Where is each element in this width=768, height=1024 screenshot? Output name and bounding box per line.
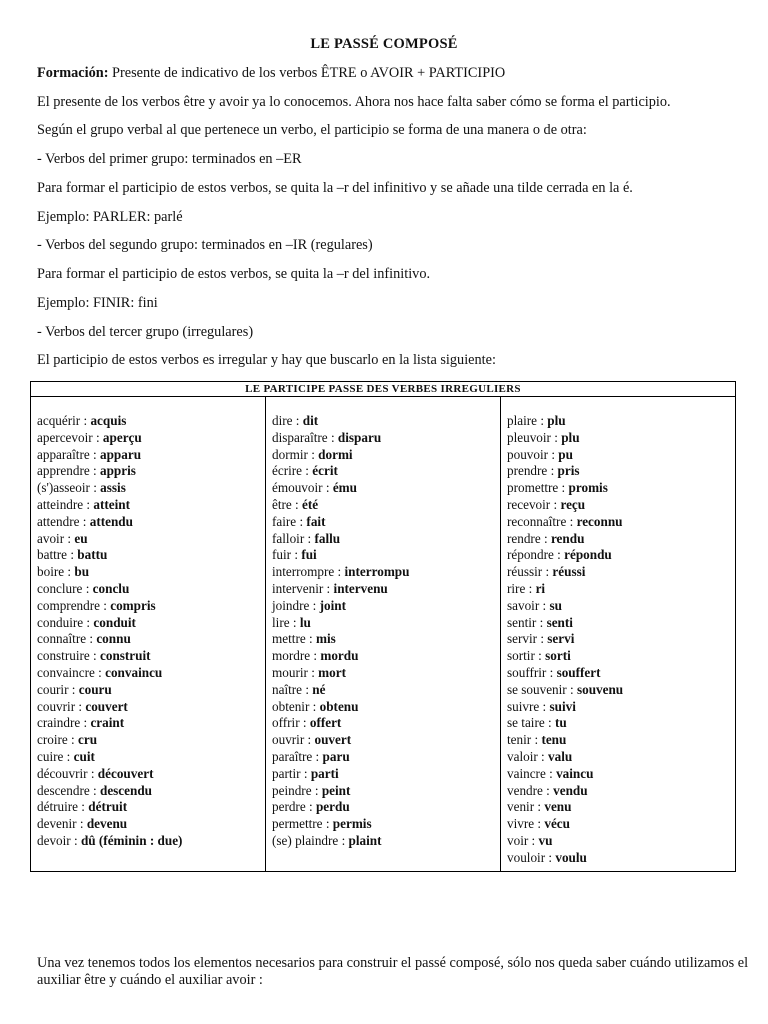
verb-entry [507,749,735,766]
verb-participle: plu [547,413,566,428]
verb-participle: plaint [348,832,382,848]
verb-entry [37,547,265,564]
verb-entry [272,413,500,430]
verb-entry [37,631,265,648]
verb-infinitive: sentir : [507,614,547,630]
verb-participle: senti [546,614,573,630]
verb-participle: intervenu [333,580,388,596]
verb-participle: été [302,496,319,512]
verb-infinitive: souffrir : [507,664,557,680]
verb-infinitive: connaître : [37,631,97,647]
verb-infinitive: découvrir : [37,765,98,781]
verb-entry [507,463,735,480]
verb-participle: craint [90,715,125,731]
verb-entry [507,514,735,531]
verb-entry [37,732,265,749]
verb-infinitive: apercevoir : [37,429,103,445]
verb-infinitive: courir : [37,681,79,697]
verb-infinitive: fuir : [272,547,302,563]
verb-participle: suivi [549,698,576,714]
verb-entry [272,480,500,497]
verb-participle: permis [332,816,372,832]
verb-participle: couru [78,681,112,697]
verb-entry [37,682,265,699]
verb-infinitive: dormir : [272,446,319,462]
verb-participle: tenu [541,732,567,748]
verb-entry [272,749,500,766]
verb-infinitive: savoir : [507,597,550,613]
verb-participle: vaincu [556,765,594,781]
verb-infinitive: mordre : [272,648,321,664]
verb-participle: acquis [90,413,127,428]
verb-infinitive: devenir : [37,816,87,832]
verb-entry [272,766,500,783]
verb-entry [507,833,735,850]
paragraph-irregular-intro: El participio de estos verbos es irregular y hay que buscarlo en la lista siguiente: [37,352,496,368]
verb-infinitive: être : [272,496,303,512]
verb-entry [507,631,735,648]
verb-infinitive: suivre : [507,698,550,714]
verb-infinitive: vouloir : [507,849,556,865]
verb-participle: fait [306,513,326,529]
verb-column-1 [31,397,266,872]
verb-participle: vécu [544,816,570,832]
verb-infinitive: offrir : [272,715,310,731]
verb-infinitive: acquérir : [37,413,91,428]
verb-participle: cru [78,732,98,748]
verb-entry [507,682,735,699]
verb-participle: atteint [93,496,131,512]
verb-infinitive: voir : [507,832,539,848]
verb-entry [507,564,735,581]
verb-entry [37,648,265,665]
verb-participle: connu [96,631,131,647]
verb-participle: écrit [312,463,338,479]
verb-infinitive: comprendre : [37,597,111,613]
verb-infinitive: construire : [37,648,100,664]
verb-participle: pu [558,446,573,462]
verb-participle: mordu [320,648,359,664]
verb-infinitive: craindre : [37,715,91,731]
verb-entry [272,581,500,598]
verb-infinitive: descendre : [37,782,100,798]
verb-participle: disparu [337,429,382,445]
paragraph-first-group: - Verbos del primer grupo: terminados en –ER [37,151,302,167]
verb-entry [507,547,735,564]
verb-infinitive: mettre : [272,631,316,647]
verb-entry [37,514,265,531]
verb-participle: plu [561,429,580,445]
verb-participle: su [549,597,562,613]
verb-entry [507,699,735,716]
verb-infinitive: (se) plaindre : [272,832,349,848]
verb-infinitive: émouvoir : [272,480,333,496]
verb-entry [37,497,265,514]
verb-participle: apparu [99,446,142,462]
verb-entry [272,715,500,732]
verb-participle: souvenu [576,681,624,697]
table-header: LE PARTICIPE PASSE DES VERBES IRREGULIERS [31,382,736,397]
verb-column-2 [266,397,501,872]
paragraph-present: El presente de los verbos être y avoir ya lo conocemos. Ahora nos hace falta saber cómo se forma el participio. [37,94,671,110]
verb-entry [272,598,500,615]
verb-infinitive: (s')asseoir : [37,480,101,496]
verb-infinitive: joindre : [272,597,320,613]
verb-infinitive: peindre : [272,782,322,798]
verb-participle: lu [299,614,311,630]
verb-entry [272,665,500,682]
verb-infinitive: détruire : [37,799,89,815]
verb-infinitive: apprendre : [37,463,100,479]
paragraph-first-group-rule: Para formar el participio de estos verbos, se quita la –r del infinitivo y se añade una tilde cerrada en la é. [37,180,633,196]
paragraph-second-group-rule: Para formar el participio de estos verbos, se quita la –r del infinitivo. [37,266,431,282]
verb-entry [37,564,265,581]
verb-infinitive: disparaître : [272,429,338,445]
verb-participle: descendu [99,782,153,798]
verb-infinitive: permettre : [272,816,333,832]
verb-entry [37,531,265,548]
verb-entry [272,732,500,749]
verb-entry [37,833,265,850]
closing-paragraph: Una vez tenemos todos los elementos necesarios para construir el passé composé, sólo nos queda saber cuándo utilizamos el auxiliar être y cuándo el auxiliar avoir : [37,955,749,988]
verb-entry [37,581,265,598]
page-title: LE PASSÉ COMPOSÉ [310,36,458,52]
verb-infinitive: falloir : [272,530,315,546]
verb-participle: perdu [315,799,350,815]
verb-entry [37,447,265,464]
verb-entry [272,430,500,447]
verb-entry [272,816,500,833]
verb-participle: souffert [556,664,601,680]
verb-infinitive: sortir : [507,648,546,664]
verb-participle: eu [74,530,88,546]
verb-infinitive: tenir : [507,732,542,748]
verb-infinitive: boire : [37,564,75,580]
paragraph-group-intro: Según el grupo verbal al que pertenece un verbo, el participio se forma de una manera o de otra: [37,122,587,138]
verb-infinitive: attendre : [37,513,90,529]
verb-participle: interrompu [344,564,410,580]
verb-participle: dû (féminin : due) [80,832,183,848]
verb-infinitive: se taire : [507,715,555,731]
verb-entry [37,480,265,497]
verb-infinitive: lire : [272,614,300,630]
verb-participle: paru [322,748,350,764]
verb-participle: rendu [550,530,585,546]
verb-infinitive: intervenir : [272,580,334,596]
verb-infinitive: venir : [507,799,545,815]
verb-participle: réussi [552,564,586,580]
verb-participle: couvert [85,698,128,714]
paragraph-third-group: - Verbos del tercer grupo (irregulares) [37,324,254,340]
verb-infinitive: recevoir : [507,496,561,512]
verb-participle: découvert [97,765,154,781]
verb-entry [272,682,500,699]
verb-infinitive: se souvenir : [507,681,577,697]
verb-entry [507,648,735,665]
verb-participle: mort [318,664,346,680]
verb-participle: ému [332,480,357,496]
verb-participle: dormi [318,446,353,462]
verb-entry [507,732,735,749]
verb-entry [272,531,500,548]
verb-infinitive: vaincre : [507,765,557,781]
verb-participle: peint [321,782,351,798]
verb-entry [507,598,735,615]
verb-entry [37,463,265,480]
verb-participle: joint [319,597,346,613]
verb-entry [507,447,735,464]
verb-infinitive: interrompre : [272,564,345,580]
verb-infinitive: vivre : [507,816,545,832]
verb-participle: servi [547,631,575,647]
verb-entry [507,766,735,783]
verb-entry [272,631,500,648]
verb-infinitive: croire : [37,732,79,748]
verb-entry [507,480,735,497]
verb-entry [272,833,500,850]
verb-entry [37,816,265,833]
verb-participle: fallu [314,530,341,546]
verb-participle: cuit [73,748,95,764]
verb-infinitive: pouvoir : [507,446,559,462]
verb-column-3 [501,397,736,872]
verb-infinitive: vendre : [507,782,554,798]
verb-participle: aperçu [102,429,142,445]
verb-participle: attendu [89,513,133,529]
verb-participle: fui [301,547,317,563]
verb-infinitive: cuire : [37,748,74,764]
verb-entry [37,430,265,447]
verb-entry [37,615,265,632]
verb-infinitive: écrire : [272,463,313,479]
formation-paragraph [37,65,747,82]
verb-entry [507,783,735,800]
verb-infinitive: naître : [272,681,313,697]
verb-participle: convaincu [105,664,163,680]
verb-participle: offert [309,715,342,731]
verb-participle: conduit [93,614,136,630]
verb-participle: construit [100,648,151,664]
verb-entry [507,430,735,447]
verb-infinitive: avoir : [37,530,75,546]
verb-entry [37,799,265,816]
verb-infinitive: mourir : [272,664,319,680]
verb-entry [37,715,265,732]
verb-participle: dit [302,413,319,428]
verb-entry [37,598,265,615]
verb-entry [507,850,735,867]
verb-participle: mis [315,631,336,647]
verb-participle: bu [74,564,90,580]
verb-infinitive: rendre : [507,530,551,546]
formation-label: Formación: [37,65,109,81]
verb-infinitive: faire : [272,513,307,529]
verb-infinitive: promettre : [507,480,569,496]
verb-entry [272,547,500,564]
paragraph-second-group: - Verbos del segundo grupo: terminados en –IR (regulares) [37,237,373,253]
verb-entry [272,615,500,632]
verb-entry [37,783,265,800]
verb-entry [507,799,735,816]
verb-participle: assis [100,480,126,496]
verb-entry [507,413,735,430]
verb-infinitive: reconnaître : [507,513,577,529]
verb-entry [507,581,735,598]
verb-infinitive: partir : [272,765,311,781]
verb-entry [272,463,500,480]
verb-participle: tu [554,715,567,731]
verb-participle: reçu [560,496,586,512]
verb-infinitive: convaincre : [37,664,106,680]
verb-participle: ouvert [314,732,352,748]
formation-text: Presente de indicativo de los verbos ÊTRE o AVOIR + PARTICIPIO [108,65,506,81]
irregular-participles-table [30,381,736,872]
verb-infinitive: pleuvoir : [507,429,562,445]
verb-infinitive: couvrir : [37,698,86,714]
verb-entry [507,531,735,548]
verb-participle: vu [538,832,553,848]
verb-participle: répondu [564,547,612,563]
verb-infinitive: paraître : [272,748,323,764]
verb-infinitive: battre : [37,547,78,563]
verb-participle: parti [310,765,339,781]
verb-entry [272,447,500,464]
verb-infinitive: répondre : [507,547,565,563]
verb-infinitive: prendre : [507,463,558,479]
verb-participle: compris [110,597,156,613]
verb-entry [507,816,735,833]
verb-entry [37,766,265,783]
paragraph-first-group-example: Ejemplo: PARLER: parlé [37,209,183,225]
verb-infinitive: conduire : [37,614,94,630]
verb-entry [272,497,500,514]
verb-participle: né [312,681,326,697]
verb-participle: valu [548,748,573,764]
verb-participle: pris [557,463,580,479]
verb-infinitive: ouvrir : [272,732,315,748]
verb-entry [272,799,500,816]
verb-entry [507,615,735,632]
verb-infinitive: apparaître : [37,446,100,462]
verb-infinitive: perdre : [272,799,316,815]
verb-infinitive: atteindre : [37,496,94,512]
verb-entry [37,413,265,430]
verb-infinitive: servir : [507,631,548,647]
verb-entry [272,648,500,665]
verb-infinitive: réussir : [507,564,553,580]
verb-infinitive: valoir : [507,748,549,764]
verb-participle: venu [544,799,572,815]
verb-participle: devenu [86,816,128,832]
verb-participle: détruit [88,799,128,815]
verb-participle: sorti [545,648,571,664]
paragraph-second-group-example: Ejemplo: FINIR: fini [37,295,158,311]
verb-entry [37,665,265,682]
verb-entry [507,497,735,514]
verb-entry [272,699,500,716]
verb-participle: appris [99,463,136,479]
verb-participle: ri [535,580,546,596]
verb-participle: battu [77,547,108,563]
verb-participle: reconnu [576,513,623,529]
verb-participle: promis [568,480,608,496]
verb-entry [272,783,500,800]
verb-entry [272,514,500,531]
verb-participle: conclu [92,580,130,596]
verb-participle: vendu [553,782,588,798]
verb-participle: obtenu [319,698,359,714]
verb-infinitive: devoir : [37,832,81,848]
verb-entry [272,564,500,581]
verb-infinitive: dire : [272,413,303,428]
verb-entry [37,749,265,766]
verb-infinitive: conclure : [37,580,93,596]
verb-entry [507,715,735,732]
verb-participle: voulu [555,849,587,865]
verb-infinitive: obtenir : [272,698,320,714]
verb-infinitive: rire : [507,580,536,596]
verb-entry [37,699,265,716]
verb-entry [507,665,735,682]
verb-infinitive: plaire : [507,413,548,428]
